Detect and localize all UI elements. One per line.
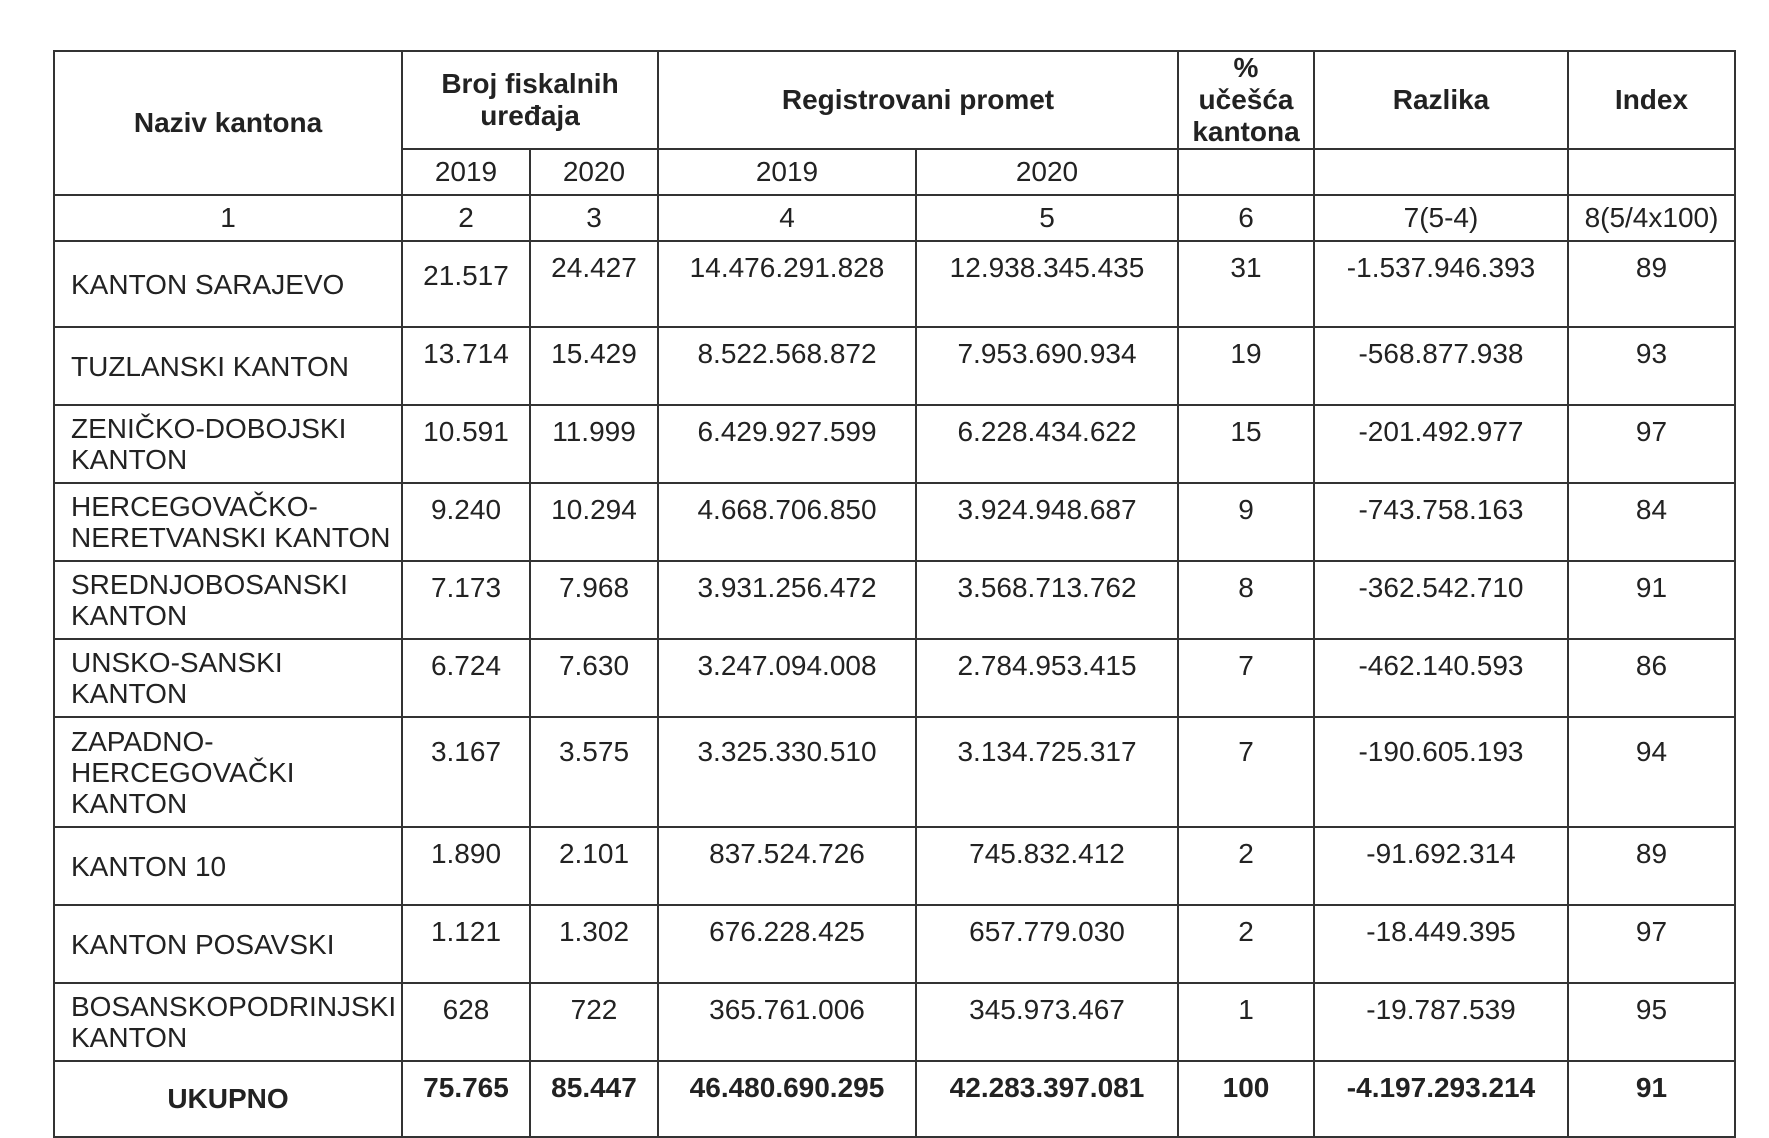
- index: 97: [1568, 405, 1735, 483]
- canton-name: KANTON POSAVSKI: [54, 905, 402, 983]
- table-row: [54, 639, 1735, 717]
- turnover-2019: 4.668.706.850: [658, 483, 916, 561]
- column-number: 1: [54, 195, 402, 241]
- column-number: 3: [530, 195, 658, 241]
- year-turnover-2020: 2020: [916, 149, 1178, 195]
- devices-2020: 3.575: [530, 717, 658, 827]
- column-number: 2: [402, 195, 530, 241]
- column-number-row: [54, 195, 1735, 241]
- total-difference: -4.197.293.214: [1314, 1061, 1568, 1137]
- difference: -568.877.938: [1314, 327, 1568, 405]
- total-devices-2020: 85.447: [530, 1061, 658, 1137]
- turnover-2020: 6.228.434.622: [916, 405, 1178, 483]
- difference: -201.492.977: [1314, 405, 1568, 483]
- index: 95: [1568, 983, 1735, 1061]
- devices-2020: 7.630: [530, 639, 658, 717]
- year-empty-cell: [1314, 149, 1568, 195]
- turnover-2019: 8.522.568.872: [658, 327, 916, 405]
- column-number: 8(5/4x100): [1568, 195, 1735, 241]
- canton-share: 2: [1178, 905, 1314, 983]
- canton-share: 1: [1178, 983, 1314, 1061]
- turnover-2020: 345.973.467: [916, 983, 1178, 1061]
- difference: -743.758.163: [1314, 483, 1568, 561]
- devices-2020: 10.294: [530, 483, 658, 561]
- table-row: [54, 983, 1735, 1061]
- difference: -362.542.710: [1314, 561, 1568, 639]
- table-row: [54, 561, 1735, 639]
- index: 97: [1568, 905, 1735, 983]
- canton-share: 2: [1178, 827, 1314, 905]
- column-number: 5: [916, 195, 1178, 241]
- difference: -190.605.193: [1314, 717, 1568, 827]
- turnover-2019: 3.931.256.472: [658, 561, 916, 639]
- total-turnover-2019: 46.480.690.295: [658, 1061, 916, 1137]
- turnover-2020: 12.938.345.435: [916, 241, 1178, 327]
- total-devices-2019: 75.765: [402, 1061, 530, 1137]
- column-number: 7(5-4): [1314, 195, 1568, 241]
- table-row: [54, 327, 1735, 405]
- table-row: [54, 241, 1735, 327]
- devices-2019: 1.121: [402, 905, 530, 983]
- devices-2020: 1.302: [530, 905, 658, 983]
- index: 86: [1568, 639, 1735, 717]
- canton-name: KANTON 10: [54, 827, 402, 905]
- year-empty-cell: [1178, 149, 1314, 195]
- turnover-2020: 657.779.030: [916, 905, 1178, 983]
- header-index: Index: [1568, 51, 1735, 149]
- total-index: 91: [1568, 1061, 1735, 1137]
- total-label: UKUPNO: [54, 1061, 402, 1137]
- canton-name: HERCEGOVAČKO-NERETVANSKI KANTON: [54, 483, 402, 561]
- difference: -91.692.314: [1314, 827, 1568, 905]
- turnover-2019: 14.476.291.828: [658, 241, 916, 327]
- devices-2019: 6.724: [402, 639, 530, 717]
- devices-2020: 722: [530, 983, 658, 1061]
- turnover-2019: 676.228.425: [658, 905, 916, 983]
- table-row: [54, 905, 1735, 983]
- fiscal-devices-table: [53, 50, 1736, 1138]
- difference: -1.537.946.393: [1314, 241, 1568, 327]
- devices-2020: 24.427: [530, 241, 658, 327]
- canton-share: 19: [1178, 327, 1314, 405]
- index: 89: [1568, 827, 1735, 905]
- index: 91: [1568, 561, 1735, 639]
- canton-share: 31: [1178, 241, 1314, 327]
- table-row: [54, 483, 1735, 561]
- year-empty-cell: [1568, 149, 1735, 195]
- devices-2019: 9.240: [402, 483, 530, 561]
- devices-2019: 21.517: [402, 241, 530, 327]
- total-canton-share: 100: [1178, 1061, 1314, 1137]
- year-turnover-2019: 2019: [658, 149, 916, 195]
- turnover-2019: 837.524.726: [658, 827, 916, 905]
- devices-2020: 7.968: [530, 561, 658, 639]
- header-fiscal-devices: Broj fiskalnih uređaja: [402, 51, 658, 149]
- total-turnover-2020: 42.283.397.081: [916, 1061, 1178, 1137]
- devices-2019: 628: [402, 983, 530, 1061]
- index: 94: [1568, 717, 1735, 827]
- index: 89: [1568, 241, 1735, 327]
- canton-share: 7: [1178, 717, 1314, 827]
- turnover-2019: 365.761.006: [658, 983, 916, 1061]
- table-row: [54, 827, 1735, 905]
- devices-2019: 13.714: [402, 327, 530, 405]
- difference: -19.787.539: [1314, 983, 1568, 1061]
- year-devices-2020: 2020: [530, 149, 658, 195]
- turnover-2019: 3.247.094.008: [658, 639, 916, 717]
- canton-name: ZENIČKO-DOBOJSKI KANTON: [54, 405, 402, 483]
- turnover-2020: 745.832.412: [916, 827, 1178, 905]
- turnover-2019: 6.429.927.599: [658, 405, 916, 483]
- table-row: [54, 405, 1735, 483]
- canton-name: KANTON SARAJEVO: [54, 241, 402, 327]
- devices-2020: 15.429: [530, 327, 658, 405]
- devices-2020: 2.101: [530, 827, 658, 905]
- index: 93: [1568, 327, 1735, 405]
- canton-share: 9: [1178, 483, 1314, 561]
- devices-2019: 3.167: [402, 717, 530, 827]
- turnover-2020: 3.568.713.762: [916, 561, 1178, 639]
- header-canton-name: Naziv kantona: [54, 51, 402, 195]
- header-registered-turnover: Registrovani promet: [658, 51, 1178, 149]
- turnover-2020: 7.953.690.934: [916, 327, 1178, 405]
- canton-name: SREDNJOBOSANSKI KANTON: [54, 561, 402, 639]
- difference: -18.449.395: [1314, 905, 1568, 983]
- canton-name: UNSKO-SANSKI KANTON: [54, 639, 402, 717]
- header-canton-share: % učešća kantona: [1178, 51, 1314, 149]
- devices-2019: 10.591: [402, 405, 530, 483]
- devices-2020: 11.999: [530, 405, 658, 483]
- turnover-2020: 2.784.953.415: [916, 639, 1178, 717]
- canton-name: BOSANSKOPODRINJSKI KANTON: [54, 983, 402, 1061]
- column-number: 4: [658, 195, 916, 241]
- devices-2019: 7.173: [402, 561, 530, 639]
- header-row: [54, 51, 1735, 149]
- table-row: [54, 717, 1735, 827]
- devices-2019: 1.890: [402, 827, 530, 905]
- difference: -462.140.593: [1314, 639, 1568, 717]
- column-number: 6: [1178, 195, 1314, 241]
- canton-share: 7: [1178, 639, 1314, 717]
- canton-name: TUZLANSKI KANTON: [54, 327, 402, 405]
- turnover-2020: 3.134.725.317: [916, 717, 1178, 827]
- year-devices-2019: 2019: [402, 149, 530, 195]
- index: 84: [1568, 483, 1735, 561]
- header-difference: Razlika: [1314, 51, 1568, 149]
- total-row: [54, 1061, 1735, 1137]
- canton-share: 8: [1178, 561, 1314, 639]
- turnover-2019: 3.325.330.510: [658, 717, 916, 827]
- canton-name: ZAPADNO-HERCEGOVAČKI KANTON: [54, 717, 402, 827]
- canton-share: 15: [1178, 405, 1314, 483]
- turnover-2020: 3.924.948.687: [916, 483, 1178, 561]
